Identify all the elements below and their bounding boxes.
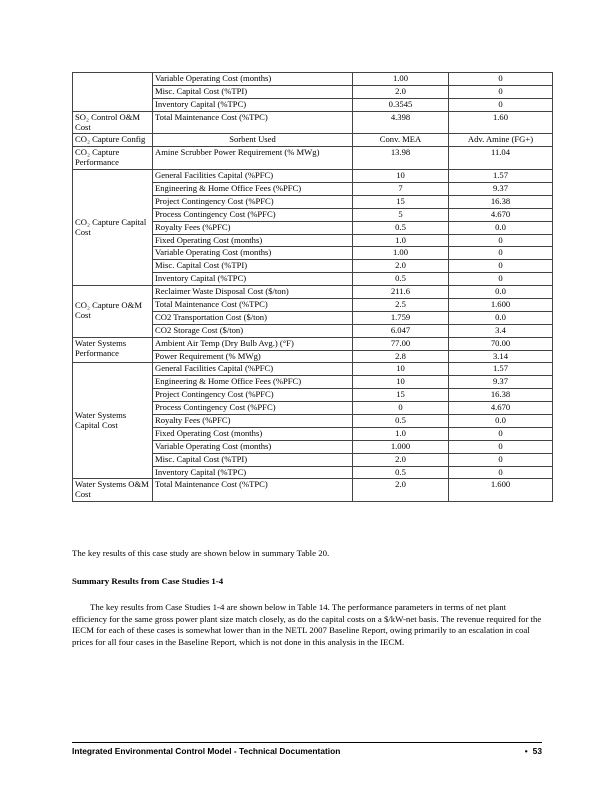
value-col2-cell: 11.04 <box>449 147 553 170</box>
value-col2-cell: 1.57 <box>449 170 553 183</box>
value-col2-cell: 0 <box>449 98 553 111</box>
parameter-cell: Variable Operating Cost (months) <box>153 440 353 453</box>
parameter-cell: Royalty Fees (%PFC) <box>153 221 353 234</box>
value-col1-cell: 13.98 <box>353 147 449 170</box>
value-col1-cell: 15 <box>353 389 449 402</box>
cost-parameters-table <box>72 72 553 502</box>
value-col2-cell: 9.37 <box>449 182 553 195</box>
value-col2-cell: 0.0 <box>449 286 553 299</box>
value-col2-cell: 9.37 <box>449 376 553 389</box>
value-col1-cell: 1.00 <box>353 73 449 86</box>
parameter-cell: Misc. Capital Cost (%TPI) <box>153 453 353 466</box>
group-cell: Water Systems Capital Cost <box>73 363 153 479</box>
table-row <box>73 134 553 147</box>
parameter-cell: Power Requirement (% MWg) <box>153 350 353 363</box>
table-row <box>73 286 553 299</box>
table-summary-caption: The key results of this case study are shown below in summary Table 20. <box>72 548 330 558</box>
parameter-cell: Inventory Capital (%TPC) <box>153 273 353 286</box>
value-col1-cell: 77.00 <box>353 337 449 350</box>
value-col2-cell: 0 <box>449 453 553 466</box>
parameter-cell: Royalty Fees (%PFC) <box>153 414 353 427</box>
value-col1-cell: 0.5 <box>353 466 449 479</box>
parameter-cell: Sorbent Used <box>153 134 353 147</box>
section-heading: Summary Results from Case Studies 1-4 <box>72 576 224 586</box>
value-col1-cell: 10 <box>353 376 449 389</box>
value-col2-cell: 3.4 <box>449 324 553 337</box>
value-col2-cell: 0 <box>449 273 553 286</box>
parameter-cell: Total Maintenance Cost (%TPC) <box>153 111 353 134</box>
value-col2-cell: 70.00 <box>449 337 553 350</box>
value-col1-cell: 6.047 <box>353 324 449 337</box>
value-col1-cell: 0.5 <box>353 221 449 234</box>
group-cell: CO₂ Capture O&M Cost <box>73 286 153 338</box>
parameter-cell: Process Contingency Cost (%PFC) <box>153 208 353 221</box>
footer-divider <box>72 742 542 743</box>
value-col1-cell: 2.0 <box>353 479 449 502</box>
group-cell: CO₂ Capture Config <box>73 134 153 147</box>
value-col1-cell: 10 <box>353 363 449 376</box>
value-col1-cell: 1.0 <box>353 234 449 247</box>
parameter-cell: Misc. Capital Cost (%TPI) <box>153 260 353 273</box>
value-col1-cell: 5 <box>353 208 449 221</box>
parameter-cell: Fixed Operating Cost (months) <box>153 234 353 247</box>
parameter-cell: Inventory Capital (%TPC) <box>153 98 353 111</box>
parameter-cell: Project Contingency Cost (%PFC) <box>153 195 353 208</box>
value-col2-cell: Adv. Amine (FG+) <box>449 134 553 147</box>
value-col1-cell: 2.0 <box>353 85 449 98</box>
page-number: 53 <box>532 746 542 756</box>
value-col2-cell: 0.0 <box>449 311 553 324</box>
value-col1-cell: 0.3545 <box>353 98 449 111</box>
value-col1-cell: 0 <box>353 402 449 415</box>
value-col1-cell: 7 <box>353 182 449 195</box>
value-col2-cell: 0 <box>449 466 553 479</box>
table-row <box>73 111 553 134</box>
value-col2-cell: 0.0 <box>449 221 553 234</box>
value-col1-cell: 10 <box>353 170 449 183</box>
value-col1-cell: 15 <box>353 195 449 208</box>
parameter-cell: Process Contingency Cost (%PFC) <box>153 402 353 415</box>
body-paragraph: The key results from Case Studies 1-4 are shown below in Table 14. The performance parameters in terms of net plant efficiency for the same gross power plant size match closely, as do the capital costs on a $/kW-net basis. The revenue required for the IECM for each of these cases is somewhat lower than in the NETL 2007 Baseline Report, owing primarily to an escalation in coal prices for all four cases in the Baseline Report, which is not done in this analysis in the IECM. <box>72 602 542 648</box>
parameter-cell: Project Contingency Cost (%PFC) <box>153 389 353 402</box>
table-row <box>73 170 553 183</box>
footer-page-number-area <box>525 746 542 756</box>
value-col2-cell: 16.38 <box>449 195 553 208</box>
parameter-cell: CO2 Transportation Cost ($/ton) <box>153 311 353 324</box>
value-col1-cell: 1.759 <box>353 311 449 324</box>
group-cell: Water Systems Performance <box>73 337 153 363</box>
value-col1-cell: 211.6 <box>353 286 449 299</box>
footer-document-title: Integrated Environmental Control Model - Technical Documentation <box>72 746 341 756</box>
value-col2-cell: 0 <box>449 260 553 273</box>
value-col1-cell: 2.8 <box>353 350 449 363</box>
value-col2-cell: 16.38 <box>449 389 553 402</box>
parameter-cell: Engineering & Home Office Fees (%PFC) <box>153 376 353 389</box>
parameter-cell: Inventory Capital (%TPC) <box>153 466 353 479</box>
value-col2-cell: 1.600 <box>449 479 553 502</box>
value-col1-cell: 2.0 <box>353 260 449 273</box>
value-col2-cell: 4.670 <box>449 402 553 415</box>
parameter-cell: Ambient Air Temp (Dry Bulb Avg.) (°F) <box>153 337 353 350</box>
value-col2-cell: 1.600 <box>449 298 553 311</box>
parameter-cell: Amine Scrubber Power Requirement (% MWg) <box>153 147 353 170</box>
parameter-cell: General Facilities Capital (%PFC) <box>153 170 353 183</box>
value-col2-cell: 0 <box>449 247 553 260</box>
value-col2-cell: 1.57 <box>449 363 553 376</box>
group-cell: SO₂ Control O&M Cost <box>73 111 153 134</box>
value-col2-cell: 1.60 <box>449 111 553 134</box>
parameter-cell: Total Maintenance Cost (%TPC) <box>153 298 353 311</box>
parameter-cell: Fixed Operating Cost (months) <box>153 427 353 440</box>
value-col1-cell: 1.00 <box>353 247 449 260</box>
table-row <box>73 337 553 350</box>
group-cell: Water Systems O&M Cost <box>73 479 153 502</box>
group-cell: CO₂ Capture Capital Cost <box>73 170 153 286</box>
value-col1-cell: Conv. MEA <box>353 134 449 147</box>
value-col1-cell: 2.5 <box>353 298 449 311</box>
table-row <box>73 363 553 376</box>
parameter-cell: Misc. Capital Cost (%TPI) <box>153 85 353 98</box>
parameter-cell: Reclaimer Waste Disposal Cost ($/ton) <box>153 286 353 299</box>
value-col1-cell: 1.0 <box>353 427 449 440</box>
value-col2-cell: 0 <box>449 234 553 247</box>
value-col2-cell: 0 <box>449 427 553 440</box>
value-col2-cell: 0 <box>449 440 553 453</box>
parameter-cell: General Facilities Capital (%PFC) <box>153 363 353 376</box>
value-col1-cell: 1.000 <box>353 440 449 453</box>
parameter-cell: CO2 Storage Cost ($/ton) <box>153 324 353 337</box>
parameter-cell: Engineering & Home Office Fees (%PFC) <box>153 182 353 195</box>
parameter-cell: Total Maintenance Cost (%TPC) <box>153 479 353 502</box>
parameter-cell: Variable Operating Cost (months) <box>153 73 353 86</box>
value-col2-cell: 0.0 <box>449 414 553 427</box>
table-row <box>73 479 553 502</box>
value-col1-cell: 2.0 <box>353 453 449 466</box>
value-col2-cell: 0 <box>449 85 553 98</box>
table-row <box>73 147 553 170</box>
footer-bullet: • <box>524 746 528 756</box>
group-cell: CO₂ Capture Performance <box>73 147 153 170</box>
value-col2-cell: 3.14 <box>449 350 553 363</box>
value-col1-cell: 0.5 <box>353 273 449 286</box>
value-col1-cell: 4.398 <box>353 111 449 134</box>
value-col2-cell: 4.670 <box>449 208 553 221</box>
value-col1-cell: 0.5 <box>353 414 449 427</box>
value-col2-cell: 0 <box>449 73 553 86</box>
group-cell <box>73 73 153 112</box>
table-row <box>73 73 553 86</box>
parameter-cell: Variable Operating Cost (months) <box>153 247 353 260</box>
